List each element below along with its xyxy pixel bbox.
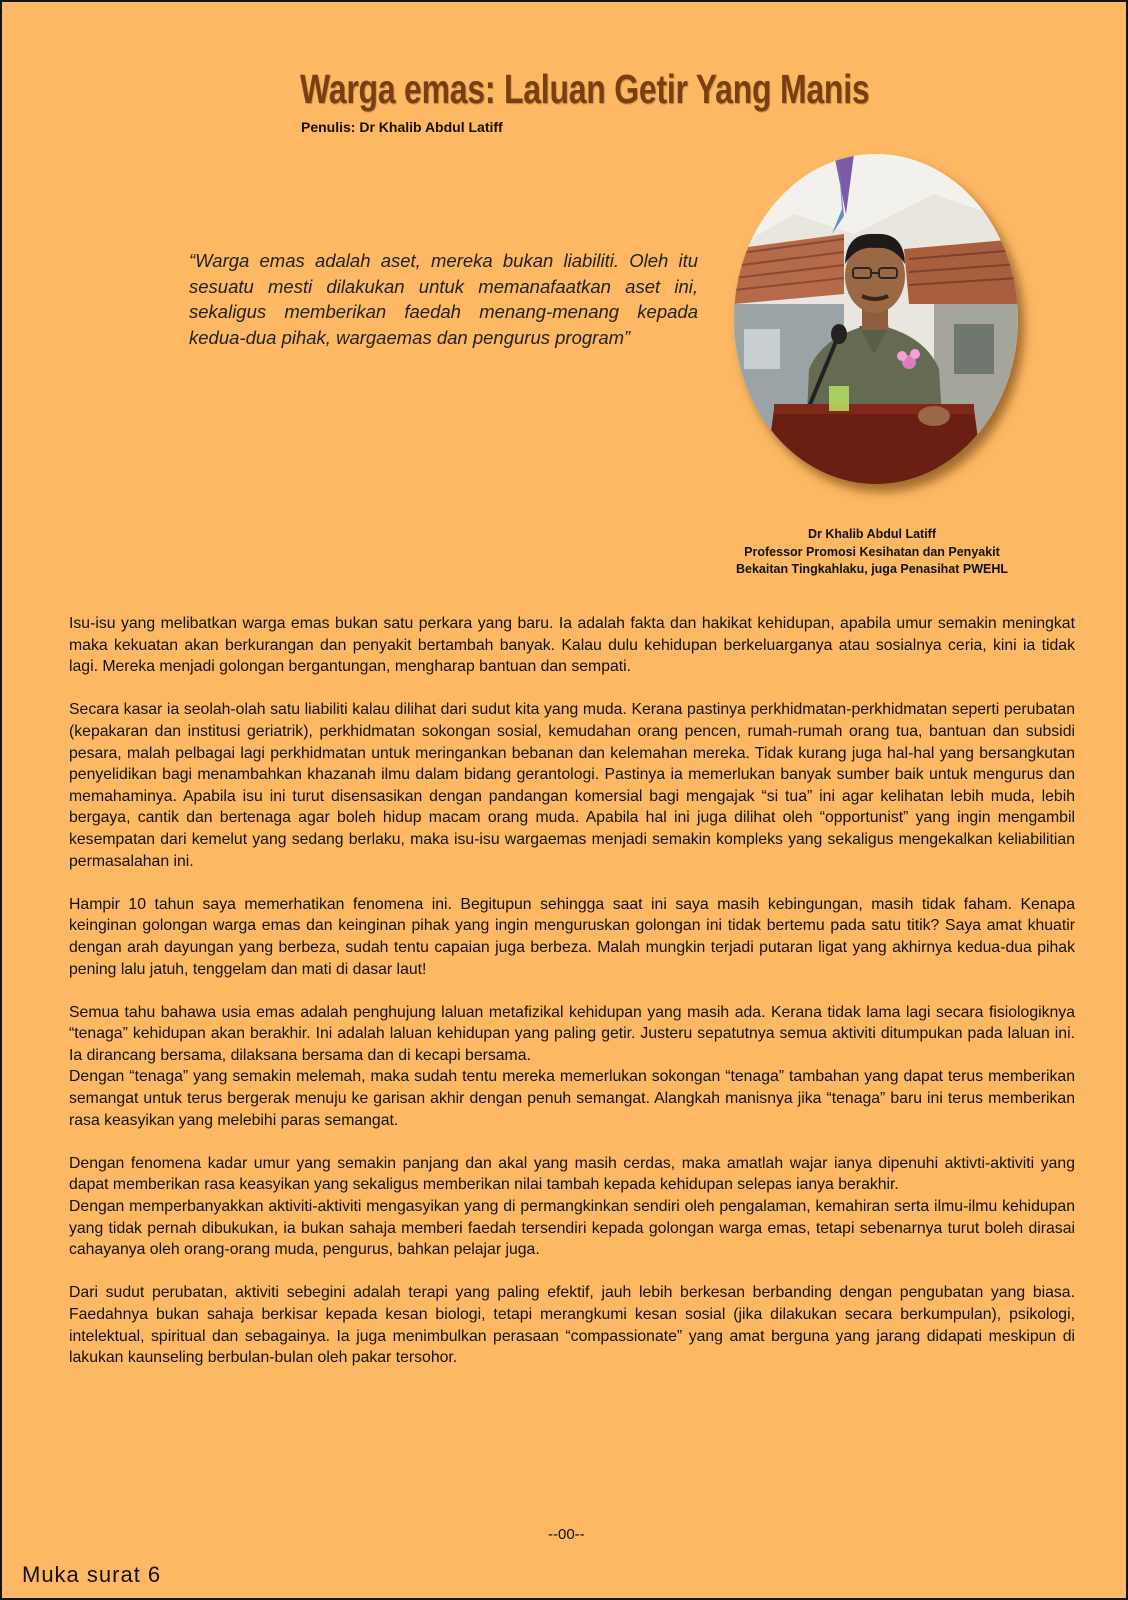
pull-quote: “Warga emas adalah aset, mereka bukan liabiliti. Oleh itu sesuatu mesti dilakukan untuk memanafaatkan aset ini, sekaligus memberikan faedah menang-menang kepada kedua-dua pihak, wargaemas dan pengurus program” <box>189 250 698 348</box>
body-paragraph: Secara kasar ia seolah-olah satu liabiliti kalau dilihat dari sudut kita yang muda. Kerana pastinya perkhidmatan-perkhidmatan seperti perubatan (kepakaran dan institusi geriatrik), perkhidmatan sokongan sosial, kemudahan orang pencen, rumah-rumah orang tua, bantuan dan subsidi pesara, malah pelbagai lagi perkhidmatan untuk meringankan bebanan dan kelemahan mereka. Tidak kurang juga hal-hal yang bersangkutan penyelidikan bagi menambahkan khazanah ilmu dalam bidang gerantologi. Pastinya ia memerlukan banyak sumber baik untuk mengurus dan memahaminya. Apabila isu ini turut disensasikan dengan pandangan komersial bagi mengajak “si tua” ini agar kelihatan lebih muda, lebih bergaya, cantik dan bertenaga agar boleh hidup macam orang muda. Apabila hal ini juga dilihat oleh “opportunist” yang ingin mengambil kesempatan dari kemelut yang sedang berlaku, maka isu-isu wargaemas menjadi semakin kompleks yang sekaligus mengekalkan keliabilitian permasalahan ini. <box>69 701 1075 870</box>
body-paragraph: Hampir 10 tahun saya memerhatikan fenomena ini. Begitupun sehingga saat ini saya masih kebingungan, masih tidak faham. Kenapa keinginan golongan warga emas dan keinginan pihak yang ingin menguruskan golongan ini tidak bertemu pada satu titik? Saya amat khuatir dengan arah dayungan yang berbeza, sudah tentu capaian juga berbeza. Malah mungkin terjadi putaran ligat yang akhirnya kedua-dua pihak pening lalu jatuh, tenggelam dan mati di dasar laut! <box>69 895 1075 978</box>
end-mark: --00-- <box>548 1526 585 1543</box>
body-paragraph: Dari sudut perubatan, aktiviti sebegini adalah terapi yang paling efektif, jauh lebih berkesan berbanding dengan pengubatan yang biasa. Faedahnya bukan sahaja berkisar kepada kesan biologi, tetapi merangkumi kesan sosial (jika dilakukan secara berkumpulan), psikologi, intelektual, spiritual dan sebagainya. Ia juga menimbulkan perasaan “compassionate” yang amat berguna yang jarang didapati meskipun di lakukan kaunseling berbulan-bulan oleh pakar tersohor. <box>69 1284 1075 1367</box>
article-body <box>69 613 1075 1390</box>
photo-caption <box>702 526 1042 579</box>
article-author: Penulis: Dr Khalib Abdul Latiff <box>301 119 503 135</box>
article-title: Warga emas: Laluan Getir Yang Manis <box>300 66 870 112</box>
caption-role: Bekaitan Tingkahlaku, juga Penasihat PWEHL <box>735 562 1009 576</box>
body-paragraph: Dengan fenomena kadar umur yang semakin panjang dan akal yang masih cerdas, maka amatlah wajar ianya dipenuhi aktivti-aktiviti yang dapat memberikan rasa keasyikan yang sekaligus memberikan nilai tambah kepada kehidupan selepas ianya berakhir. <box>69 1154 1075 1194</box>
author-photo <box>734 154 1018 484</box>
caption-name: Dr Khalib Abdul Latiff <box>808 527 936 541</box>
caption-title: Professor Promosi Kesihatan dan Penyakit <box>744 544 1000 559</box>
page-number: Muka surat 6 <box>22 1562 162 1587</box>
body-paragraph: Isu-isu yang melibatkan warga emas bukan satu perkara yang baru. Ia adalah fakta dan hakikat kehidupan, apabila umur semakin meningkat maka kekuatan akan berkurangan dan penyakit bertambah banyak. Kalau dulu kehidupan berkeluarganya atau sosialnya ceria, kini ia tidak lagi. Mereka menjadi golongan bergantungan, mengharap bantuan dan sempati. <box>69 615 1075 676</box>
body-paragraph: Semua tahu bahawa usia emas adalah penghujung laluan metafizikal kehidupan yang masih ada. Kerana tidak lama lagi secara fisiologiknya “tenaga” kehidupan akan berakhir. Ini adalah laluan kehidupan yang paling getir. Justeru sepatutnya semua aktiviti ditumpukan pada laluan ini. Ia dirancang bersama, dilaksana bersama dan di kecapi bersama. <box>69 1003 1075 1064</box>
speaker-at-podium-photo-icon <box>734 154 1018 484</box>
body-paragraph: Dengan “tenaga” yang semakin melemah, maka sudah tentu mereka memerlukan sokongan “tenaga” tambahan yang dapat terus memberikan semangat untuk terus bergerak menuju ke garisan akhir dengan penuh semangat. Alangkah manisnya jika “tenaga” baru ini terus memberikan rasa keasyikan yang melebihi paras semangat. <box>69 1068 1075 1129</box>
body-paragraph: Dengan memperbanyakkan aktiviti-aktiviti mengasyikan yang di permangkinkan sendiri oleh pengalaman, kemahiran serta ilmu-ilmu kehidupan yang tidak pernah dibukukan, ia bukan sahaja memberi faedah tersendiri kepada golongan warga emas, tetapi sebenarnya turut boleh dirasai cahayanya oleh orang-orang muda, pengurus, bahkan pelajar juga. <box>69 1198 1075 1259</box>
